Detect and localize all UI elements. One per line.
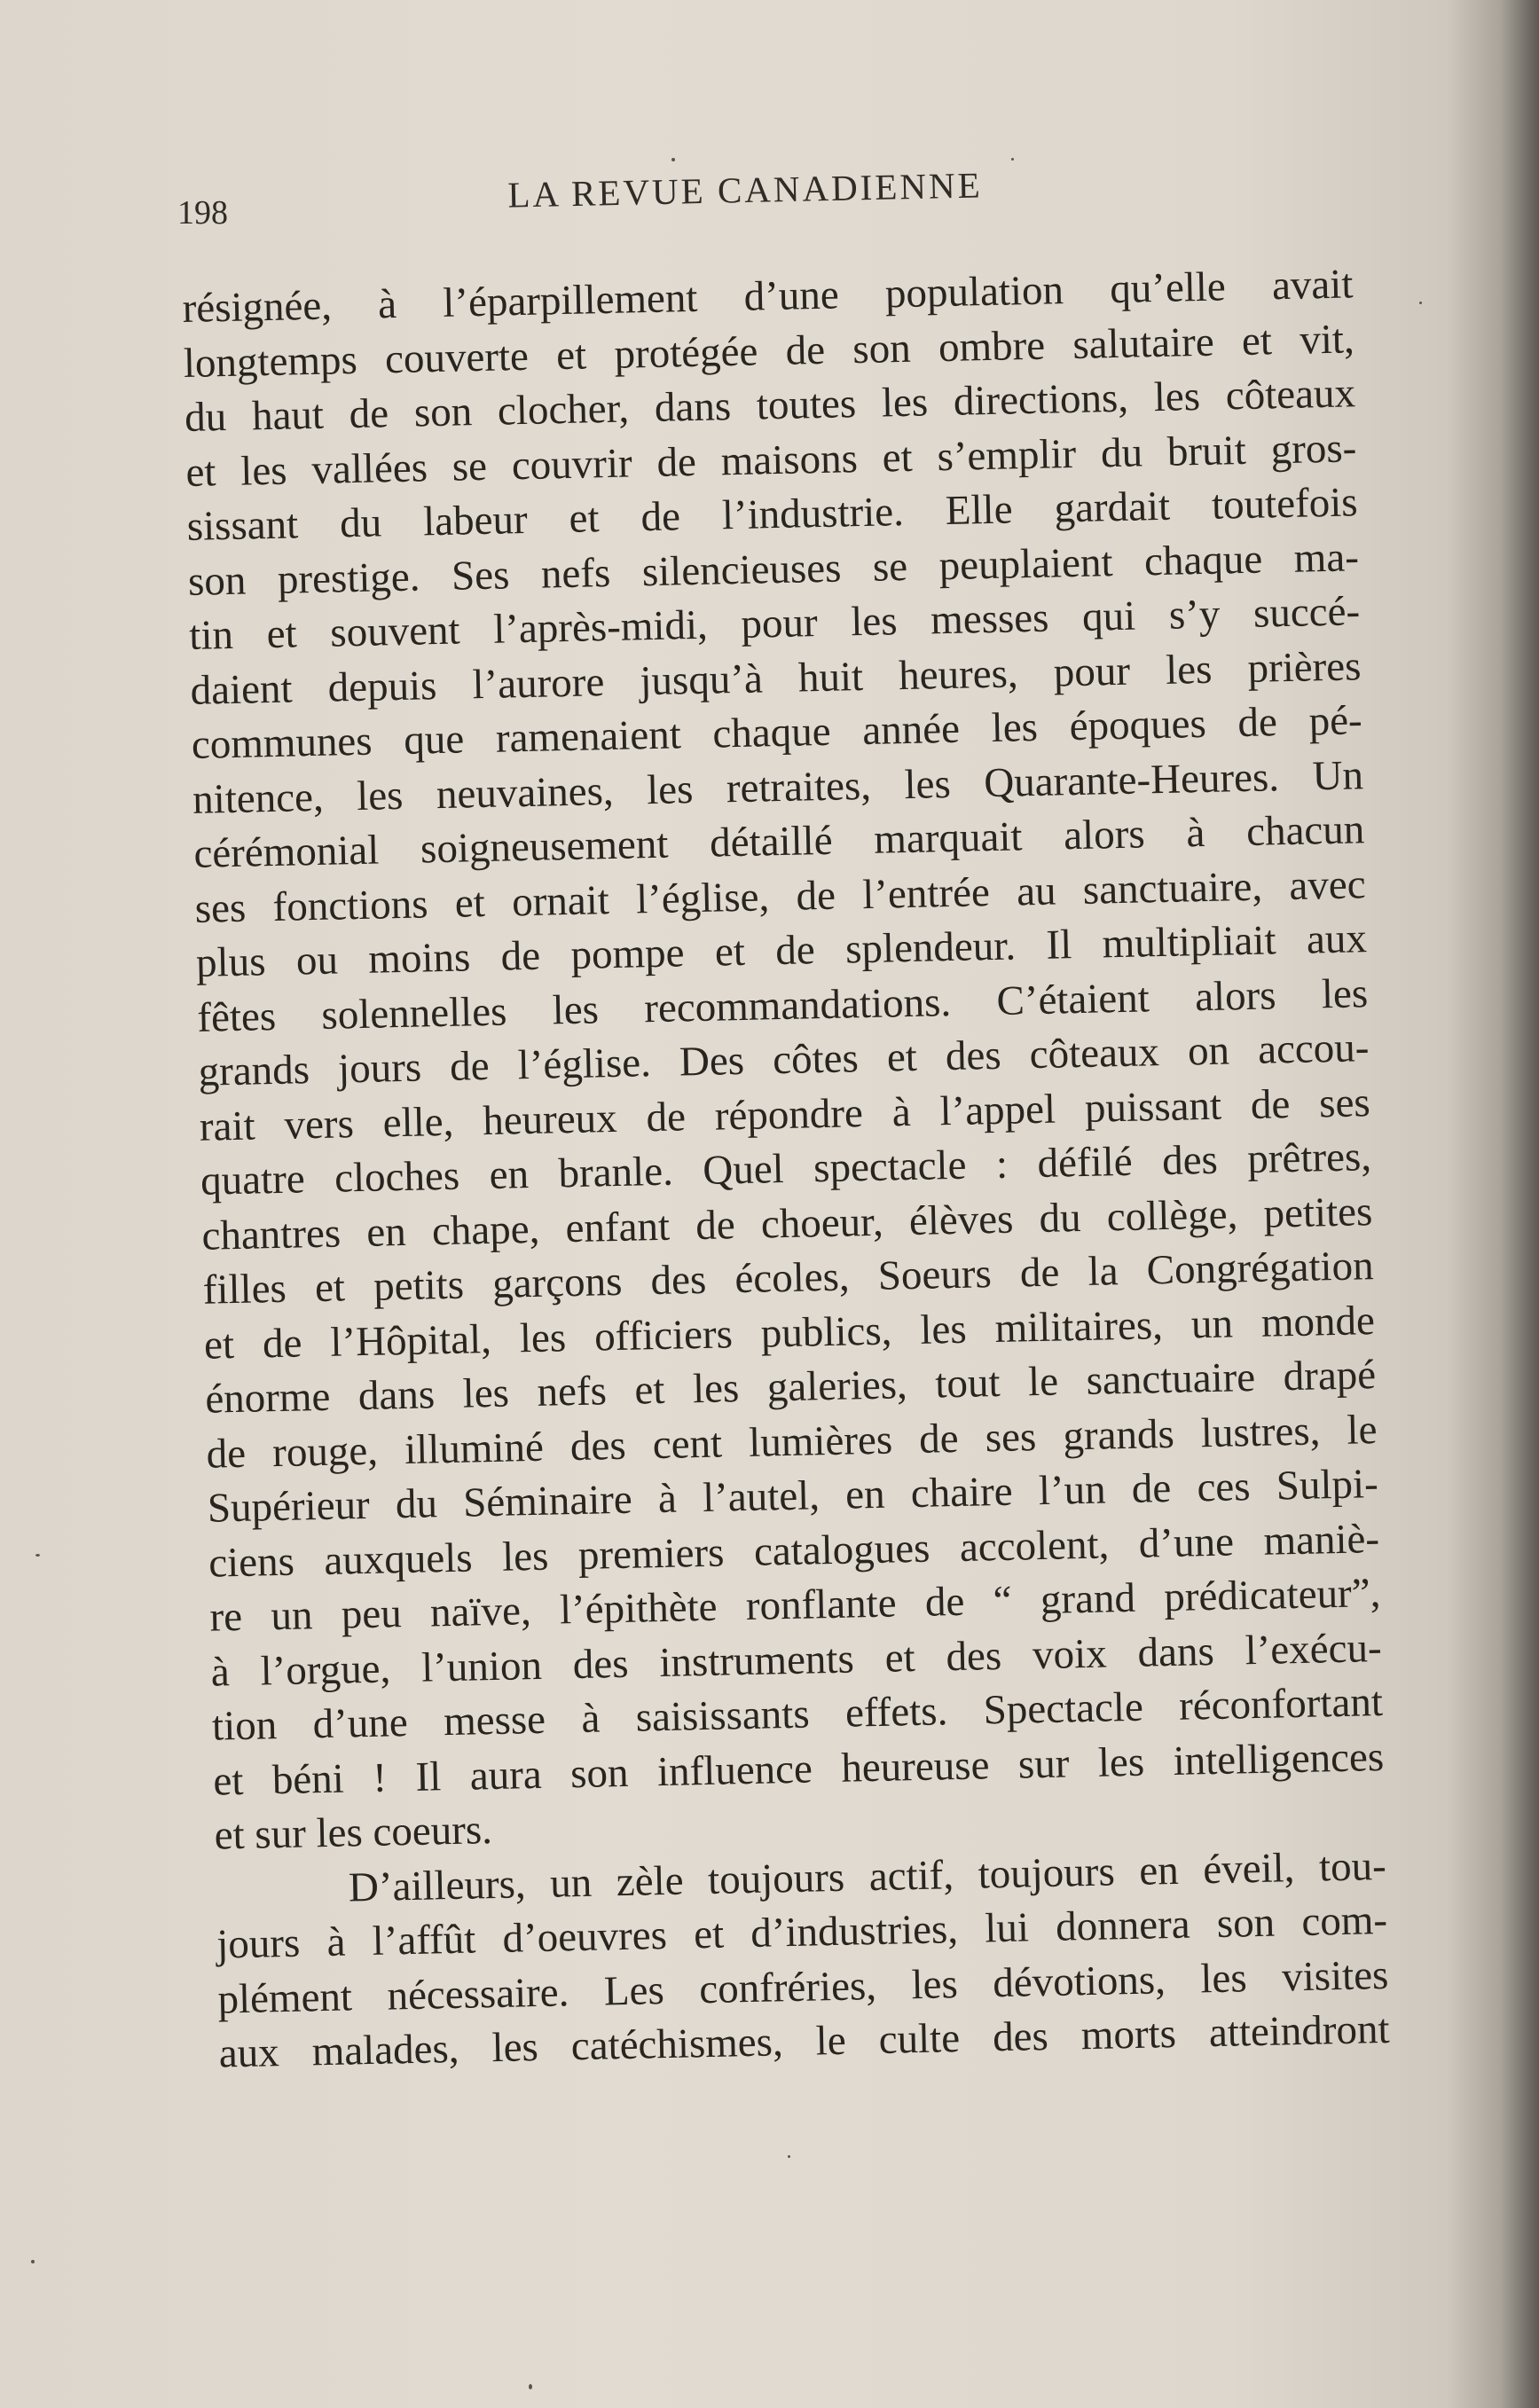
text-line: aux malades, les catéchismes, le culte des morts atteindront: [218, 2005, 1391, 2077]
paper-speck: [788, 2155, 790, 2158]
running-head: LA REVUE CANADIENNE: [506, 164, 984, 216]
paper-speck: [1419, 302, 1422, 304]
text-line: rait vers elle, heureux de répondre à l’appel puissant de ses: [199, 1079, 1371, 1150]
paragraph-1: [182, 257, 1386, 1863]
paper-speck: [671, 158, 675, 161]
text-line: tin et souvent l’après-midi, pour les messes qui s’y succé-: [188, 588, 1361, 659]
text-line: re un peu naïve, l’épithète ronflante de “ grand prédicateur”,: [208, 1570, 1381, 1641]
body-text: [182, 257, 1390, 2082]
text-line: plément nécessaire. Les confréries, les dévotions, les visites: [217, 1951, 1389, 2023]
text-line: du haut de son clocher, dans toutes les directions, les côteaux: [184, 370, 1356, 441]
text-line: et les vallées se couvrir de maisons et s’emplir du bruit gros-: [185, 424, 1357, 496]
text-line: énorme dans les nefs et les galeries, tout le sanctuaire drapé: [204, 1352, 1377, 1423]
paper-speck: [31, 2260, 35, 2263]
text-line: longtemps couverte et protégée de son ombre salutaire et vit,: [183, 315, 1355, 387]
text-line: résignée, à l’éparpillement d’une population qu’elle avait: [182, 261, 1354, 332]
paper-speck: [35, 1554, 40, 1557]
text-line: quatre cloches en branle. Quel spectacle : défilé des prêtres,: [200, 1133, 1372, 1204]
paper-speck: [1011, 158, 1014, 161]
text-line: ciens auxquels les premiers catalogues accolent, d’une maniè-: [208, 1515, 1380, 1587]
text-line: cérémonial soigneusement détaillé marquait alors à chacun: [192, 806, 1365, 877]
text-line: fêtes solennelles les recommandations. C’étaient alors les: [196, 969, 1369, 1041]
page-number: 198: [177, 194, 228, 231]
text-line: son prestige. Ses nefs silencieuses se peuplaient chaque ma-: [187, 533, 1360, 605]
text-line: D’ailleurs, un zèle toujours actif, toujours en éveil, tou-: [348, 1842, 1387, 1910]
text-line: et de l’Hôpital, les officiers publics, les militaires, un monde: [203, 1297, 1376, 1369]
paragraph-2: [215, 1839, 1390, 2082]
text-line: sissant du labeur et de l’industrie. Elle gardait toutefois: [186, 479, 1359, 550]
text-line: daient depuis l’aurore jusqu’à huit heures, pour les prières: [190, 642, 1362, 714]
text-line: grands jours de l’église. Des côtes et des côteaux on accou-: [198, 1024, 1370, 1095]
text-line: et sur les coeurs.: [214, 1807, 493, 1859]
text-line: jours à l’affût d’oeuvres et d’industries, lui donnera son com-: [216, 1896, 1388, 1968]
text-line: chantres en chape, enfant de choeur, élèves du collège, petites: [200, 1188, 1373, 1259]
text-line: plus ou moins de pompe et de splendeur. Il multipliait aux: [195, 915, 1368, 986]
text-line: nitence, les neuvaines, les retraites, les Quarante-Heures. Un: [192, 751, 1364, 823]
text-line: Supérieur du Séminaire à l’autel, en chaire l’un de ces Sulpi-: [207, 1461, 1379, 1532]
text-line: ses fonctions et ornait l’église, de l’entrée au sanctuaire, avec: [194, 860, 1367, 932]
text-line: de rouge, illuminé des cent lumières de ses grands lustres, le: [206, 1406, 1378, 1478]
paper-speck: [529, 2384, 532, 2389]
text-line: communes que ramenaient chaque année les époques de pé-: [191, 697, 1363, 768]
text-line: et béni ! Il aura son influence heureuse sur les intelligences: [212, 1733, 1385, 1805]
text-line: tion d’une messe à saisissants effets. Spectacle réconfortant: [211, 1679, 1384, 1750]
text-line: filles et petits garçons des écoles, Soeurs de la Congrégation: [202, 1243, 1375, 1314]
text-line: à l’orgue, l’union des instruments et des voix dans l’exécu-: [210, 1624, 1383, 1696]
